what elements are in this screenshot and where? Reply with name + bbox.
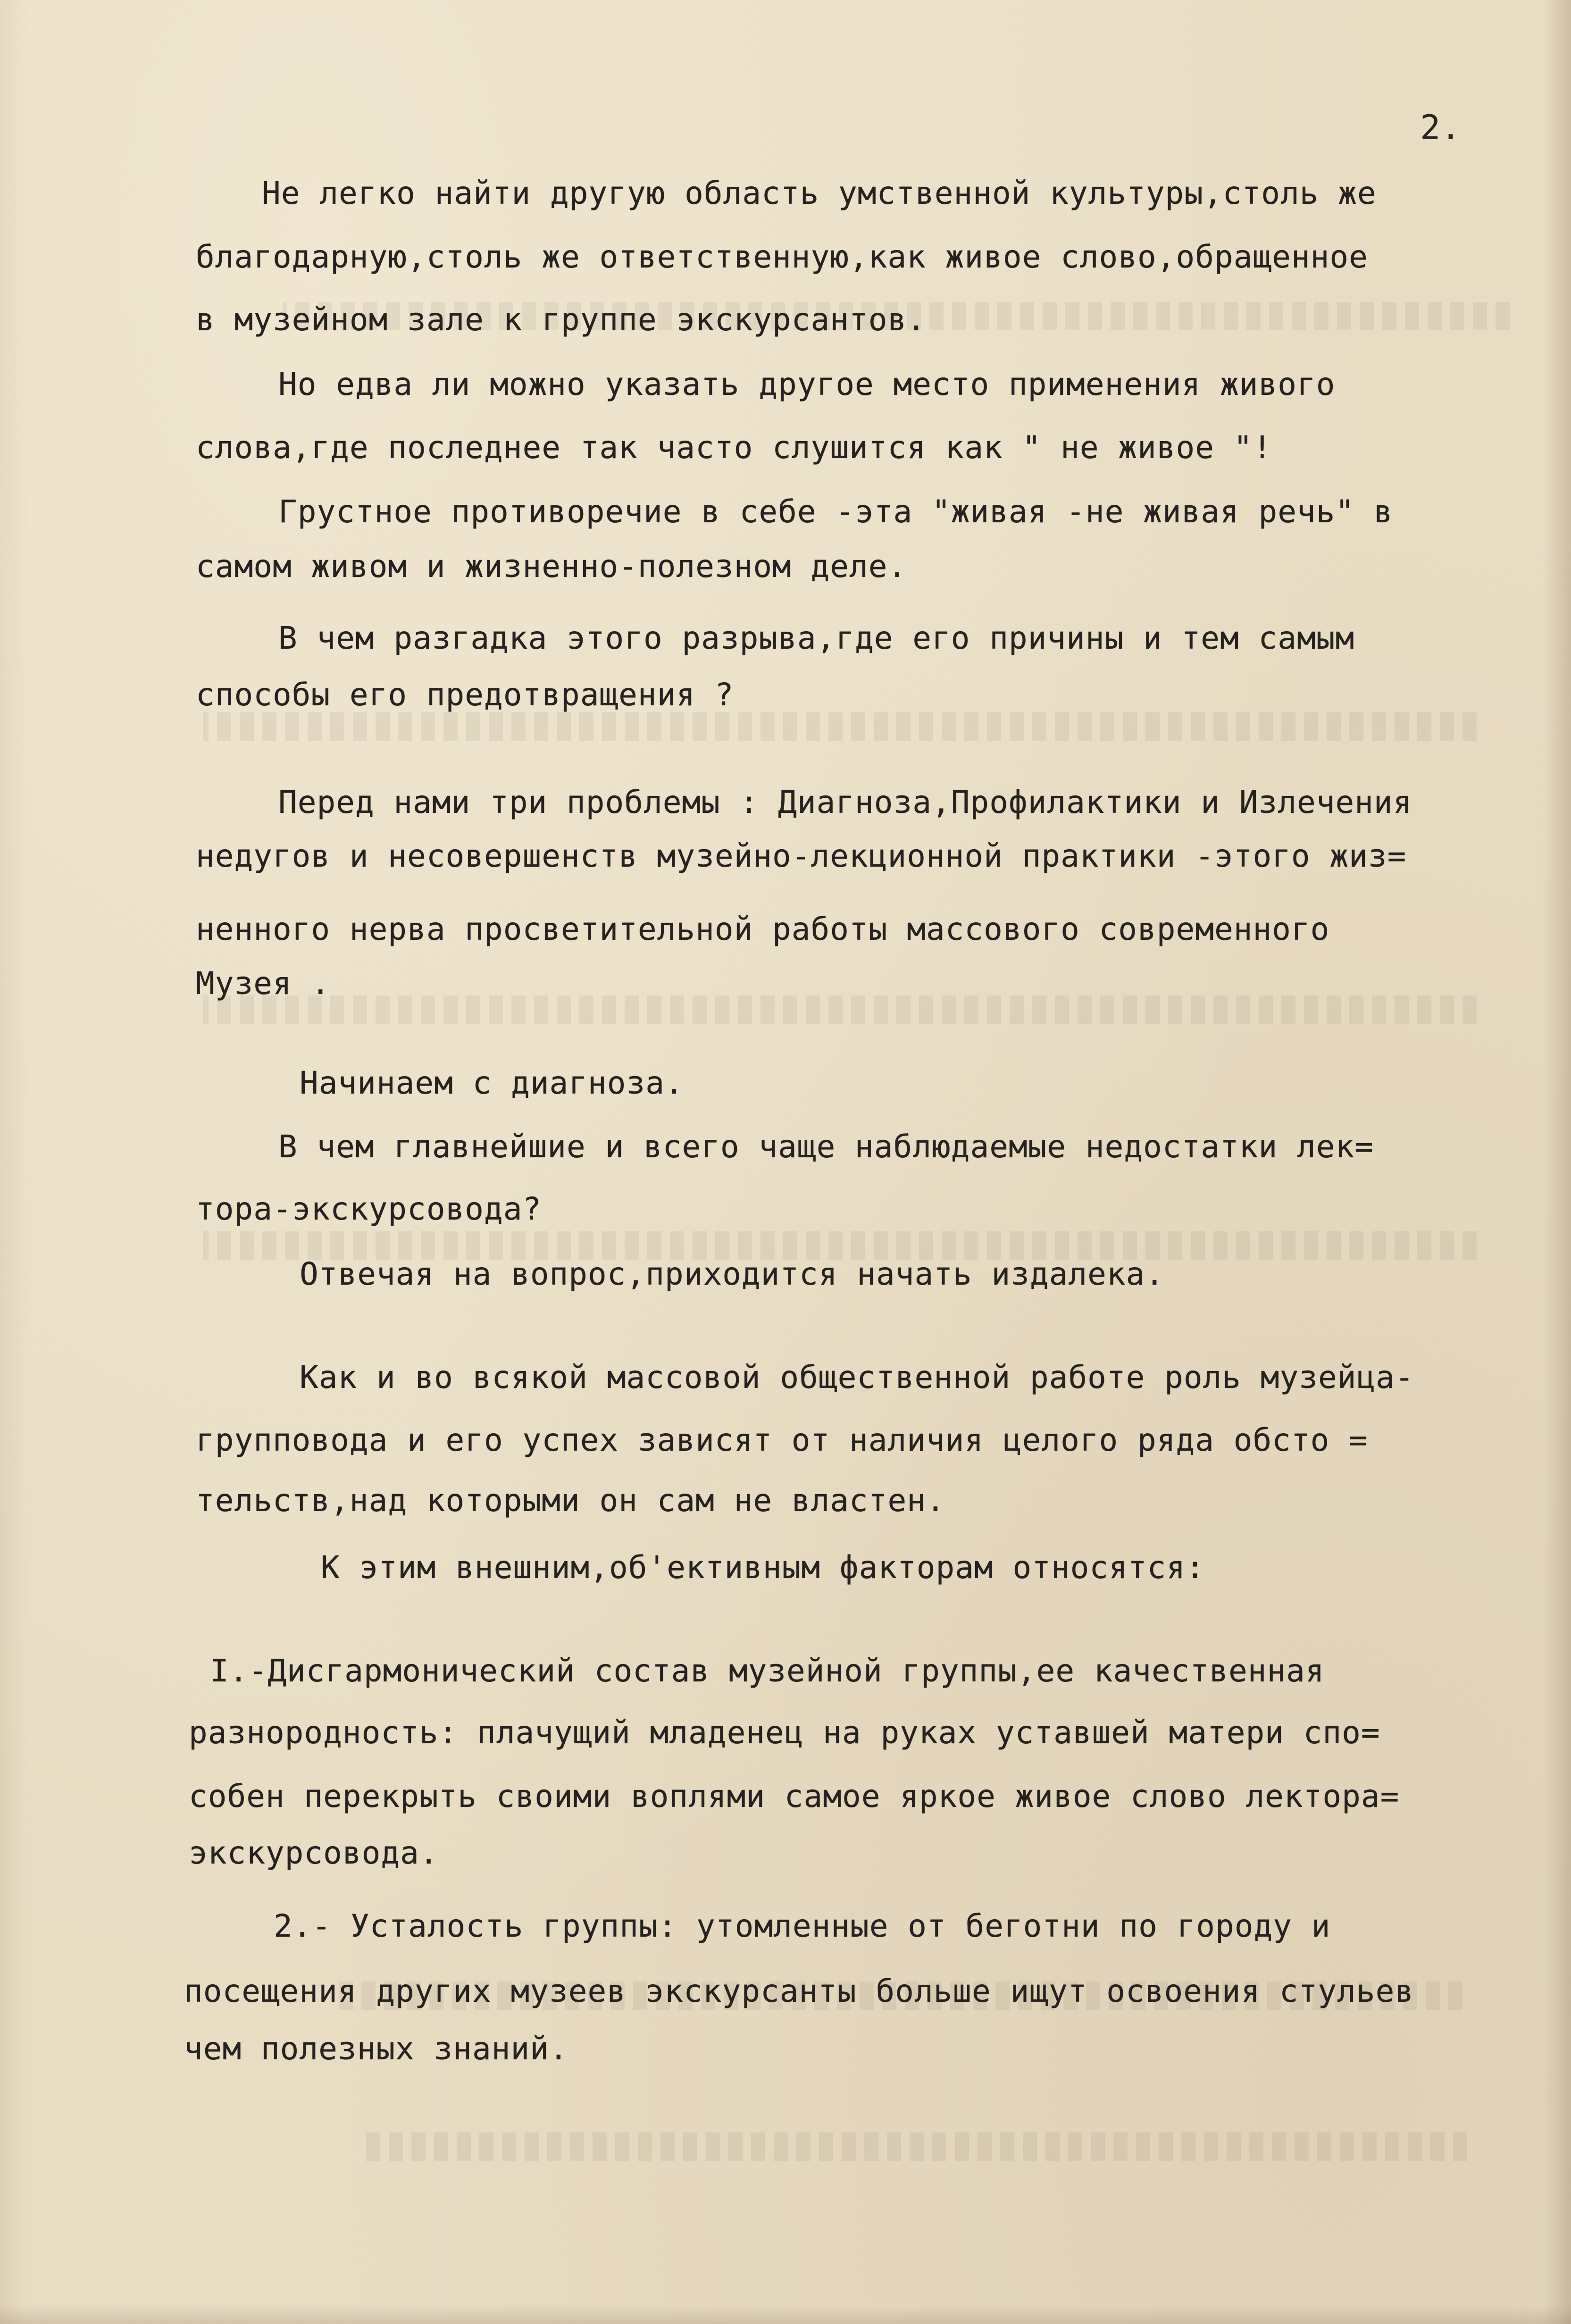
text-line: Грустное противоречие в себе -эта "живая -не живая речь" в — [278, 493, 1393, 530]
text-line: тора-экскурсовода? — [196, 1191, 542, 1227]
bleed-through-mark — [359, 2132, 1467, 2161]
text-line: Начинаем с диагноза. — [300, 1065, 684, 1101]
text-line: В чем главнейшие и всего чаще наблюдаемые недостатки лек= — [278, 1129, 1374, 1165]
text-line: 2.- Усталость группы: утомленные от беготни по городу и — [274, 1908, 1331, 1944]
bleed-through-mark — [203, 995, 1477, 1024]
bleed-through-mark — [203, 1231, 1477, 1260]
text-line: собен перекрыть своими воплями самое яркое живое слово лектора= — [189, 1778, 1400, 1814]
text-line: экскурсовода. — [189, 1835, 439, 1871]
text-line: Музея . — [196, 965, 331, 1002]
text-line: I.-Дисгармонический состав музейной группы,ее качественная — [210, 1653, 1325, 1689]
text-line: Как и во всякой массовой общественной работе роль музейца- — [300, 1359, 1414, 1396]
page-bottom-shadow — [0, 2305, 1571, 2324]
text-line: К этим внешним,об'ективным факторам относятся: — [321, 1549, 1205, 1586]
text-line: В чем разгадка этого разрыва,где его причины и тем самым — [278, 620, 1355, 656]
text-line: благодарную,столь же ответственную,как живое слово,обращенное — [196, 239, 1368, 275]
page-edge-shadow — [1543, 0, 1571, 2324]
text-line: тельств,над которыми он сам не властен. — [196, 1482, 945, 1519]
text-line: слова,где последнее так часто слушится как " не живое "! — [196, 429, 1272, 466]
text-line: недугов и несовершенств музейно-лекционной практики -этого жиз= — [196, 838, 1407, 874]
text-line: Отвечая на вопрос,приходится начать издалека. — [300, 1256, 1165, 1292]
bleed-through-mark — [203, 712, 1477, 741]
text-line: самом живом и жизненно-полезном деле. — [196, 548, 907, 585]
text-line: посещения других музеев экскурсанты больше ищут освоения стульев — [184, 1973, 1414, 2009]
page-number: 2. — [1420, 108, 1461, 147]
text-line: способы его предотвращения ? — [196, 677, 734, 713]
text-line: в музейном зале к группе экскурсантов. — [196, 301, 926, 338]
text-line: Перед нами три проблемы : Диагноза,Профилактики и Излечения — [278, 784, 1412, 820]
text-line: Но едва ли можно указать другое место применения живого — [278, 366, 1336, 402]
text-line: групповода и его успех зависят от наличия целого ряда обсто = — [196, 1422, 1368, 1458]
text-line: Не легко найти другую область умственной культуры,столь же — [262, 175, 1377, 211]
text-line: ненного нерва просветительной работы массового современного — [196, 911, 1330, 947]
text-line: чем полезных знаний. — [184, 2031, 568, 2067]
text-line: разнородность: плачущий младенец на руках уставшей матери спо= — [189, 1714, 1380, 1751]
